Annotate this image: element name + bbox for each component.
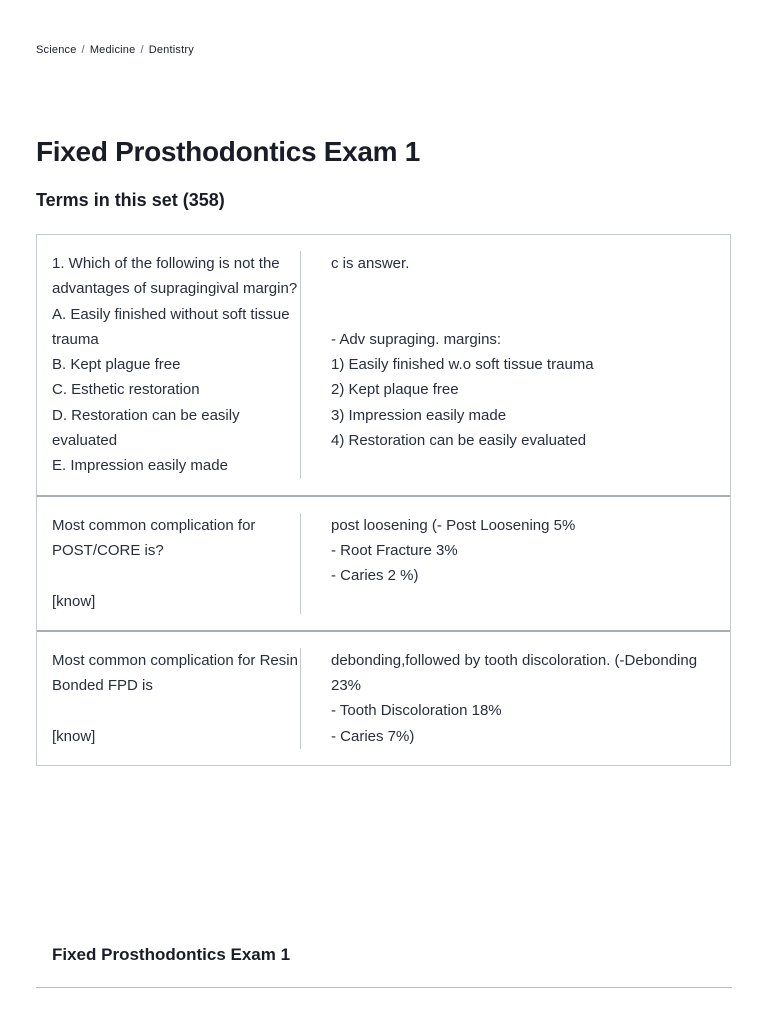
page-title: Fixed Prosthodontics Exam 1	[36, 136, 420, 167]
term-card	[37, 235, 730, 495]
terms-heading: Terms in this set (358)	[36, 190, 225, 210]
card-definition: debonding,followed by tooth discoloration. (-Debonding 23% - Tooth Discoloration 18% - Caries 7%)	[331, 651, 698, 745]
term-card	[37, 630, 730, 765]
card-term: Most common complication for Resin Bonded FPD is [know]	[52, 648, 301, 749]
breadcrumb-item-science[interactable]: Science	[36, 44, 77, 56]
breadcrumb-item-dentistry[interactable]: Dentistry	[148, 44, 194, 56]
breadcrumb-item-medicine[interactable]: Medicine	[89, 44, 136, 56]
breadcrumb	[36, 44, 194, 56]
footer-set-title[interactable]: Fixed Prosthodontics Exam 1	[52, 945, 291, 964]
terms-list	[36, 234, 731, 766]
term-card	[37, 495, 730, 630]
card-definition: c is answer. - Adv supraging. margins: 1) Easily finished w.o soft tissue trauma 2) Kept plaque free 3) Impression easily made 4) Restoration can be easily evaluated	[331, 255, 594, 450]
breadcrumb-separator: /	[140, 44, 144, 56]
card-term: 1. Which of the following is not the advantages of supragingival margin? A. Easily finished without soft tissue trauma B. Kept plague free C. Esthetic restoration D. Restoration can be easily evaluated E. Impression easily made	[52, 251, 301, 479]
card-definition: post loosening (- Post Loosening 5% - Root Fracture 3% - Caries 2 %)	[331, 516, 576, 585]
footer-divider	[36, 987, 732, 988]
breadcrumb-separator: /	[81, 44, 85, 56]
card-term: Most common complication for POST/CORE is? [know]	[52, 513, 301, 614]
